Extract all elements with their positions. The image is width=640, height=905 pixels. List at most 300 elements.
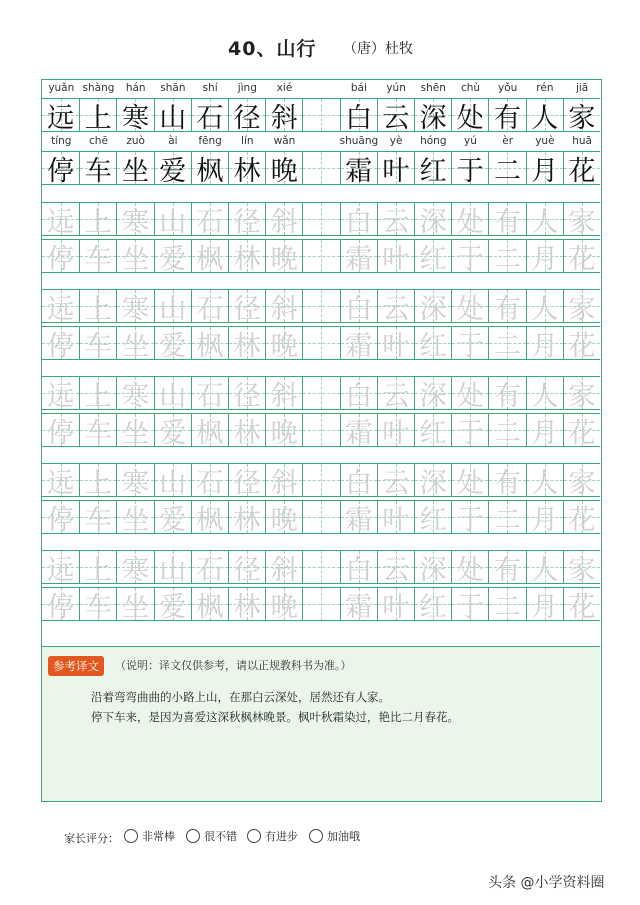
tianzige-cell[interactable] xyxy=(79,414,116,449)
poem-character: 上 xyxy=(84,102,112,134)
tianzige-cell[interactable] xyxy=(116,551,153,586)
tianzige-cell xyxy=(526,152,563,187)
tracing-character xyxy=(303,203,339,235)
tianzige-cell[interactable] xyxy=(228,203,265,238)
tianzige-cell[interactable] xyxy=(526,464,563,499)
tracing-character: 上 xyxy=(84,293,112,325)
tianzige-cell[interactable] xyxy=(228,551,265,586)
tracing-character: 白 xyxy=(345,380,373,412)
tianzige-cell[interactable] xyxy=(526,327,563,362)
tianzige-cell xyxy=(42,152,79,187)
tracing-character: 石 xyxy=(196,554,224,586)
tianzige-cell xyxy=(302,152,339,184)
tianzige-cell[interactable] xyxy=(526,203,563,238)
tianzige-cell xyxy=(302,99,339,131)
tianzige-cell[interactable] xyxy=(377,240,414,275)
tianzige-cell xyxy=(265,99,302,134)
tracing-character: 晚 xyxy=(270,591,298,623)
tianzige-cell[interactable] xyxy=(414,203,451,238)
tianzige-cell[interactable] xyxy=(377,588,414,623)
tracing-character: 红 xyxy=(419,243,447,275)
tianzige-cell[interactable] xyxy=(563,240,600,275)
tianzige-cell[interactable] xyxy=(191,464,228,499)
tianzige-cell[interactable] xyxy=(42,203,79,238)
tianzige-cell[interactable] xyxy=(42,414,79,449)
tianzige-cell[interactable] xyxy=(154,290,191,325)
tianzige-cell[interactable] xyxy=(228,588,265,623)
tianzige-cell[interactable] xyxy=(42,464,79,499)
poem-character: 处 xyxy=(456,102,484,134)
tianzige-cell[interactable] xyxy=(79,501,116,536)
tianzige-cell[interactable] xyxy=(340,290,377,325)
pinyin-syllable: rén xyxy=(536,82,554,94)
tracing-character: 停 xyxy=(47,417,75,449)
tianzige-cell xyxy=(228,99,265,134)
tianzige-cell[interactable] xyxy=(414,290,451,325)
tianzige-cell[interactable] xyxy=(228,464,265,499)
poem-character: 人 xyxy=(531,102,559,134)
tianzige-cell[interactable] xyxy=(340,203,377,238)
tianzige-cell[interactable] xyxy=(154,203,191,238)
tianzige-cell[interactable] xyxy=(116,290,153,325)
tracing-character: 有 xyxy=(493,206,521,238)
tracing-character: 处 xyxy=(456,206,484,238)
tianzige-cell[interactable] xyxy=(414,501,451,536)
rating-option-excellent[interactable] xyxy=(124,826,175,846)
tracing-character: 于 xyxy=(456,243,484,275)
tianzige-cell[interactable] xyxy=(563,464,600,499)
tianzige-cell[interactable] xyxy=(154,414,191,449)
tianzige-cell[interactable] xyxy=(228,290,265,325)
tianzige-cell[interactable] xyxy=(42,588,79,623)
poem-line-row xyxy=(42,98,600,132)
tianzige-cell[interactable] xyxy=(42,290,79,325)
tianzige-cell[interactable] xyxy=(414,327,451,362)
tracing-character: 上 xyxy=(84,467,112,499)
tianzige-cell[interactable] xyxy=(488,290,525,325)
tianzige-cell[interactable] xyxy=(265,327,302,362)
tianzige-cell[interactable] xyxy=(563,290,600,325)
tianzige-cell[interactable] xyxy=(228,327,265,362)
tracing-character: 于 xyxy=(456,591,484,623)
tianzige-cell[interactable] xyxy=(563,551,600,586)
tianzige-cell[interactable] xyxy=(191,377,228,412)
poem-character: 坐 xyxy=(121,155,149,187)
tianzige-cell[interactable] xyxy=(340,377,377,412)
tianzige-cell[interactable] xyxy=(116,414,153,449)
tracing-character: 斜 xyxy=(270,293,298,325)
tianzige-cell[interactable] xyxy=(116,240,153,275)
tracing-character xyxy=(303,551,339,583)
tianzige-cell[interactable] xyxy=(526,240,563,275)
tracing-character: 云 xyxy=(382,467,410,499)
tianzige-cell[interactable] xyxy=(302,588,339,620)
tracing-row xyxy=(42,500,600,534)
tracing-character: 远 xyxy=(47,554,75,586)
pinyin-syllable: wǎn xyxy=(273,135,296,147)
tracing-character xyxy=(303,377,339,409)
tianzige-cell xyxy=(414,152,451,187)
tianzige-cell[interactable] xyxy=(79,290,116,325)
poem-character: 家 xyxy=(568,102,596,134)
tianzige-cell xyxy=(79,152,116,187)
tracing-character: 月 xyxy=(531,591,559,623)
tianzige-cell[interactable] xyxy=(526,588,563,623)
tianzige-cell[interactable] xyxy=(451,588,488,623)
radio-circle-icon[interactable] xyxy=(124,829,138,843)
tianzige-cell[interactable] xyxy=(526,551,563,586)
tianzige-cell[interactable] xyxy=(451,240,488,275)
tracing-character: 家 xyxy=(568,554,596,586)
poem-character: 深 xyxy=(419,102,447,134)
tianzige-cell[interactable] xyxy=(377,203,414,238)
tracing-character: 花 xyxy=(568,243,596,275)
tianzige-cell[interactable] xyxy=(79,240,116,275)
tracing-character: 远 xyxy=(47,380,75,412)
tracing-character: 人 xyxy=(531,554,559,586)
tracing-character: 霜 xyxy=(345,243,373,275)
tianzige-cell[interactable] xyxy=(377,327,414,362)
tianzige-cell xyxy=(116,152,153,187)
tianzige-cell[interactable] xyxy=(154,501,191,536)
tianzige-cell[interactable] xyxy=(265,290,302,325)
tracing-character: 有 xyxy=(493,380,521,412)
tianzige-cell[interactable] xyxy=(228,240,265,275)
rating-option-progress[interactable] xyxy=(247,826,298,846)
rating-option-label: 很不错 xyxy=(204,830,237,843)
tianzige-cell xyxy=(265,152,302,187)
tracing-character: 枫 xyxy=(196,330,224,362)
rating-option-label: 加油哦 xyxy=(327,830,360,843)
tianzige-cell xyxy=(488,99,525,134)
tianzige-cell[interactable] xyxy=(79,464,116,499)
pinyin-syllable: fēng xyxy=(198,135,222,147)
poem-character: 停 xyxy=(47,155,75,187)
tianzige-cell[interactable] xyxy=(302,414,339,446)
tracing-character: 寒 xyxy=(121,293,149,325)
tracing-character: 深 xyxy=(419,467,447,499)
radio-circle-icon[interactable] xyxy=(309,829,323,843)
tianzige-cell[interactable] xyxy=(340,588,377,623)
tianzige-cell[interactable] xyxy=(414,414,451,449)
tianzige-cell[interactable] xyxy=(265,203,302,238)
tianzige-cell[interactable] xyxy=(265,551,302,586)
tracing-character: 深 xyxy=(419,206,447,238)
tianzige-cell[interactable] xyxy=(154,588,191,623)
tianzige-cell[interactable] xyxy=(451,203,488,238)
tianzige-cell[interactable] xyxy=(488,203,525,238)
tianzige-cell[interactable] xyxy=(154,551,191,586)
tracing-character: 叶 xyxy=(382,504,410,536)
tianzige-cell[interactable] xyxy=(42,501,79,536)
tracing-character: 二 xyxy=(493,504,521,536)
tianzige-cell[interactable] xyxy=(414,551,451,586)
tracing-character: 月 xyxy=(531,243,559,275)
tracing-character: 坐 xyxy=(121,591,149,623)
tianzige-cell[interactable] xyxy=(377,551,414,586)
poem-character: 白 xyxy=(345,102,373,134)
tianzige-cell[interactable] xyxy=(79,377,116,412)
tianzige-cell[interactable] xyxy=(116,377,153,412)
poem-character xyxy=(303,152,339,184)
tracing-character: 于 xyxy=(456,417,484,449)
tianzige-cell xyxy=(154,152,191,187)
tianzige-cell[interactable] xyxy=(414,240,451,275)
tianzige-cell[interactable] xyxy=(302,327,339,359)
tianzige-cell[interactable] xyxy=(191,551,228,586)
tianzige-cell[interactable] xyxy=(340,327,377,362)
tracing-character: 斜 xyxy=(270,467,298,499)
translation-tag: 参考译文 xyxy=(48,656,104,676)
watermark: 头条 @小学资料圈 xyxy=(488,875,605,891)
tianzige-cell[interactable] xyxy=(228,414,265,449)
tianzige-cell[interactable] xyxy=(414,588,451,623)
tianzige-cell[interactable] xyxy=(154,240,191,275)
tianzige-cell[interactable] xyxy=(563,414,600,449)
tracing-character: 白 xyxy=(345,554,373,586)
tianzige-cell[interactable] xyxy=(79,327,116,362)
tracing-character: 寒 xyxy=(121,467,149,499)
pinyin-syllable: yuè xyxy=(535,135,555,147)
tracing-character: 处 xyxy=(456,293,484,325)
translation-panel xyxy=(42,646,600,801)
pinyin-syllable: ài xyxy=(168,135,178,147)
tracing-character: 远 xyxy=(47,206,75,238)
tracing-character: 远 xyxy=(47,467,75,499)
tracing-character: 二 xyxy=(493,330,521,362)
tracing-character xyxy=(303,501,339,533)
tianzige-cell[interactable] xyxy=(265,240,302,275)
radio-circle-icon[interactable] xyxy=(186,829,200,843)
poem-character: 二 xyxy=(493,155,521,187)
tracing-character: 寒 xyxy=(121,554,149,586)
tianzige-cell xyxy=(488,152,525,187)
poem-character: 霜 xyxy=(345,155,373,187)
tianzige-cell[interactable] xyxy=(191,240,228,275)
tianzige-cell[interactable] xyxy=(79,203,116,238)
poem-character xyxy=(303,99,339,131)
tianzige-cell[interactable] xyxy=(377,501,414,536)
tracing-character: 石 xyxy=(196,467,224,499)
tianzige-cell[interactable] xyxy=(154,377,191,412)
tianzige-cell xyxy=(377,152,414,187)
tracing-character: 霜 xyxy=(345,504,373,536)
tracing-character: 叶 xyxy=(382,591,410,623)
tianzige-cell[interactable] xyxy=(302,501,339,533)
tianzige-cell[interactable] xyxy=(488,588,525,623)
tracing-character: 上 xyxy=(84,380,112,412)
tianzige-cell[interactable] xyxy=(116,501,153,536)
tracing-row xyxy=(42,463,600,497)
tianzige-cell[interactable] xyxy=(451,327,488,362)
tianzige-cell xyxy=(340,152,377,187)
tracing-character: 径 xyxy=(233,380,261,412)
translation-line-1: 沿着弯弯曲曲的小路上山，在那白云深处，居然还有人家。 xyxy=(91,690,390,704)
tianzige-cell[interactable] xyxy=(377,377,414,412)
tracing-character: 红 xyxy=(419,330,447,362)
tianzige-cell[interactable] xyxy=(42,240,79,275)
tracing-character: 车 xyxy=(84,591,112,623)
pinyin-syllable: shuāng xyxy=(339,135,379,147)
tracing-character: 山 xyxy=(159,554,187,586)
tracing-character xyxy=(303,290,339,322)
rating-option-label: 有进步 xyxy=(265,830,298,843)
tianzige-cell[interactable] xyxy=(451,551,488,586)
tianzige-cell[interactable] xyxy=(228,377,265,412)
pinyin-syllable: yú xyxy=(464,135,477,147)
tracing-character: 有 xyxy=(493,293,521,325)
tracing-character: 家 xyxy=(568,467,596,499)
tracing-character: 花 xyxy=(568,591,596,623)
pinyin-syllable: chù xyxy=(460,82,481,94)
tianzige-cell[interactable] xyxy=(563,501,600,536)
tracing-character: 有 xyxy=(493,554,521,586)
tianzige-cell[interactable] xyxy=(488,501,525,536)
tracing-character: 处 xyxy=(456,554,484,586)
pinyin-syllable: jiā xyxy=(575,82,589,94)
tracing-row xyxy=(42,202,600,236)
tracing-row xyxy=(42,326,600,360)
tianzige-cell[interactable] xyxy=(414,377,451,412)
tianzige-cell[interactable] xyxy=(563,588,600,623)
tianzige-cell[interactable] xyxy=(340,414,377,449)
pinyin-syllable: èr xyxy=(502,135,514,147)
tianzige-cell[interactable] xyxy=(42,327,79,362)
tracing-character: 深 xyxy=(419,380,447,412)
tianzige-cell[interactable] xyxy=(265,501,302,536)
tianzige-cell[interactable] xyxy=(116,588,153,623)
tianzige-cell[interactable] xyxy=(116,203,153,238)
tianzige-cell[interactable] xyxy=(526,414,563,449)
tianzige-cell[interactable] xyxy=(488,377,525,412)
tianzige-cell[interactable] xyxy=(563,327,600,362)
tracing-character: 晚 xyxy=(270,417,298,449)
tracing-character: 山 xyxy=(159,467,187,499)
tracing-character: 斜 xyxy=(270,380,298,412)
tracing-character: 坐 xyxy=(121,243,149,275)
tianzige-cell[interactable] xyxy=(302,377,339,409)
tianzige-cell[interactable] xyxy=(488,551,525,586)
tracing-character: 林 xyxy=(233,330,261,362)
tianzige-cell[interactable] xyxy=(340,501,377,536)
pinyin-syllable: lín xyxy=(241,135,254,147)
tianzige-cell[interactable] xyxy=(451,414,488,449)
tracing-character: 枫 xyxy=(196,417,224,449)
radio-circle-icon[interactable] xyxy=(247,829,261,843)
tianzige-cell[interactable] xyxy=(265,414,302,449)
tianzige-cell[interactable] xyxy=(526,290,563,325)
tracing-character: 人 xyxy=(531,467,559,499)
tianzige-cell[interactable] xyxy=(488,240,525,275)
tracing-character: 林 xyxy=(233,504,261,536)
poem-character: 有 xyxy=(493,102,521,134)
tianzige-cell[interactable] xyxy=(265,464,302,499)
tianzige-cell[interactable] xyxy=(191,327,228,362)
tianzige-cell[interactable] xyxy=(228,501,265,536)
poem-character: 林 xyxy=(233,155,261,187)
tianzige-cell[interactable] xyxy=(414,464,451,499)
tianzige-cell[interactable] xyxy=(340,464,377,499)
rating-option-good[interactable] xyxy=(186,826,237,846)
tracing-character: 径 xyxy=(233,206,261,238)
tianzige-cell[interactable] xyxy=(451,290,488,325)
tianzige-cell[interactable] xyxy=(191,414,228,449)
tianzige-cell[interactable] xyxy=(526,501,563,536)
tianzige-cell[interactable] xyxy=(79,588,116,623)
poem-character: 斜 xyxy=(270,102,298,134)
tianzige-cell[interactable] xyxy=(42,551,79,586)
tianzige-cell[interactable] xyxy=(265,588,302,623)
tracing-character: 山 xyxy=(159,206,187,238)
tianzige-cell[interactable] xyxy=(563,377,600,412)
tracing-character: 霜 xyxy=(345,417,373,449)
tianzige-cell[interactable] xyxy=(451,501,488,536)
tracing-character: 车 xyxy=(84,243,112,275)
tianzige-cell[interactable] xyxy=(154,464,191,499)
tianzige-cell[interactable] xyxy=(340,240,377,275)
poem-character: 爱 xyxy=(159,155,187,187)
tianzige-cell[interactable] xyxy=(191,290,228,325)
tianzige-cell[interactable] xyxy=(116,327,153,362)
tracing-character: 月 xyxy=(531,504,559,536)
tianzige-cell[interactable] xyxy=(191,501,228,536)
tianzige-cell[interactable] xyxy=(302,203,339,235)
tianzige-cell xyxy=(563,99,600,134)
poem-character: 寒 xyxy=(121,102,149,134)
tracing-character: 停 xyxy=(47,591,75,623)
tianzige-cell[interactable] xyxy=(377,290,414,325)
tianzige-cell[interactable] xyxy=(488,327,525,362)
tianzige-cell[interactable] xyxy=(79,551,116,586)
tracing-character: 二 xyxy=(493,417,521,449)
tracing-row xyxy=(42,550,600,584)
tianzige-cell[interactable] xyxy=(265,377,302,412)
tianzige-cell xyxy=(79,99,116,134)
poem-character: 车 xyxy=(84,155,112,187)
poem-character: 花 xyxy=(568,155,596,187)
tianzige-cell xyxy=(116,99,153,134)
tianzige-cell[interactable] xyxy=(302,464,339,496)
tianzige-cell[interactable] xyxy=(377,464,414,499)
tianzige-cell[interactable] xyxy=(302,240,339,272)
pinyin-syllable: yǒu xyxy=(498,82,518,94)
tianzige-cell[interactable] xyxy=(451,377,488,412)
tianzige-cell[interactable] xyxy=(191,588,228,623)
tianzige-cell[interactable] xyxy=(488,464,525,499)
tracing-character: 云 xyxy=(382,380,410,412)
tracing-character: 花 xyxy=(568,330,596,362)
tianzige-cell[interactable] xyxy=(377,414,414,449)
tianzige-cell[interactable] xyxy=(191,203,228,238)
poem-author: （唐）杜牧 xyxy=(343,41,413,57)
tracing-character: 爱 xyxy=(159,504,187,536)
tianzige-cell[interactable] xyxy=(302,551,339,583)
tianzige-cell[interactable] xyxy=(340,551,377,586)
tianzige-cell[interactable] xyxy=(526,377,563,412)
tianzige-cell[interactable] xyxy=(451,464,488,499)
tianzige-cell[interactable] xyxy=(42,377,79,412)
rating-option-keep-going[interactable] xyxy=(309,826,360,846)
tracing-character: 有 xyxy=(493,467,521,499)
tianzige-cell[interactable] xyxy=(302,290,339,322)
tianzige-cell xyxy=(526,99,563,134)
tianzige-cell[interactable] xyxy=(563,203,600,238)
tracing-character: 云 xyxy=(382,206,410,238)
tianzige-cell[interactable] xyxy=(488,414,525,449)
tianzige-cell[interactable] xyxy=(154,327,191,362)
poem-character: 晚 xyxy=(270,155,298,187)
tianzige-cell[interactable] xyxy=(116,464,153,499)
